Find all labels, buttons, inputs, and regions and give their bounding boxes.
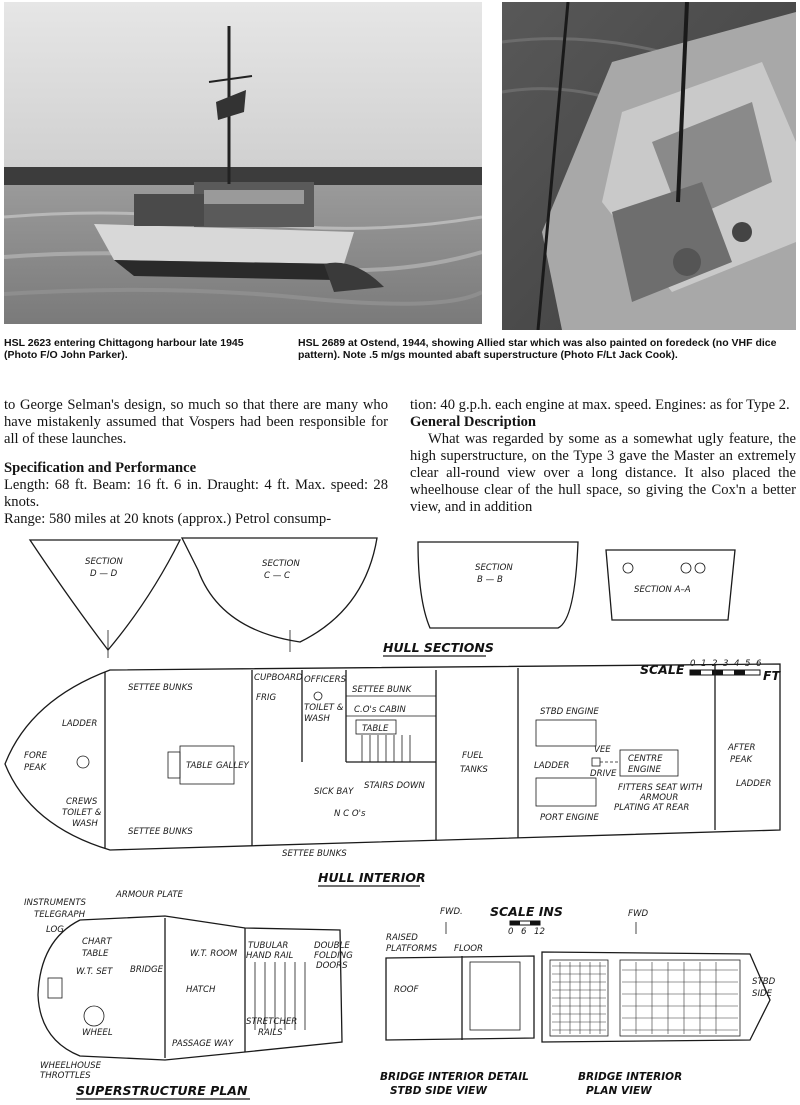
hull-interior-plan	[5, 664, 780, 859]
super-label: CHART	[82, 937, 112, 947]
bridge-detail-title: BRIDGE INTERIOR DETAIL	[380, 1071, 529, 1083]
super-label: INSTRUMENTS	[24, 898, 86, 908]
section-a-a	[606, 550, 735, 620]
body-paragraph: to George Selman's design, so much so that there are many who have mistakenly assumed that Vospers had been responsible for all of these launches.	[4, 397, 388, 447]
hull-label: ARMOUR	[640, 793, 679, 803]
hull-label: LADDER	[534, 761, 570, 771]
hull-label: OFFICERS	[304, 675, 347, 685]
super-label: W.T. ROOM	[190, 949, 238, 959]
super-label: W.T. SET	[76, 967, 113, 977]
super-label: HATCH	[186, 985, 216, 995]
body-paragraph: Range: 580 miles at 20 knots (approx.) Petrol consump-	[4, 511, 332, 527]
bridge-label: ROOF	[394, 985, 419, 995]
section-b-b	[418, 542, 578, 628]
bridge-label: RAISED	[386, 933, 418, 943]
hull-label: DRIVE	[590, 769, 617, 779]
super-label: BRIDGE	[130, 965, 164, 975]
super-label: WHEEL	[82, 1028, 113, 1038]
bridge-scale-label: SCALE INS	[490, 904, 563, 919]
section-label: B — B	[477, 575, 503, 585]
hull-sections-title: HULL SECTIONS	[383, 640, 494, 655]
hull-interior-title: HULL INTERIOR	[318, 870, 426, 885]
hull-label: VEE	[594, 745, 611, 755]
super-label: RAILS	[258, 1028, 283, 1038]
section-d-d	[30, 540, 180, 658]
hull-label: LADDER	[62, 719, 98, 729]
hull-label: FORE	[24, 751, 48, 761]
hull-label: LADDER	[736, 779, 772, 789]
super-label: LOG	[46, 925, 64, 935]
bridge-plan-subtitle: PLAN VIEW	[586, 1085, 652, 1097]
hull-label: CREWS	[66, 797, 98, 807]
hull-label: TABLE	[362, 724, 389, 734]
scale-tick: 3	[723, 659, 729, 669]
bridge-plan-title: BRIDGE INTERIOR	[578, 1071, 683, 1083]
scale-tick: 2	[712, 659, 718, 669]
hull-label: STAIRS DOWN	[364, 781, 425, 791]
scale-tick: 1	[701, 659, 707, 669]
photo-caption-right: HSL 2689 at Ostend, 1944, showing Allied star which was also painted on foredeck (no VHF dice pattern). Note .5 m/gs mounted abaft superstructure (Photo F/Lt Jack Cook).	[298, 337, 777, 361]
body-paragraph: tion: 40 g.p.h. each engine at max. speed. Engines: as for Type 2.	[410, 397, 790, 413]
hull-label: PORT ENGINE	[540, 813, 599, 823]
super-label: DOORS	[316, 961, 348, 971]
section-heading-description: General Description	[410, 414, 537, 430]
hull-label: FUEL	[462, 751, 484, 761]
body-paragraph: Length: 68 ft. Beam: 16 ft. 6 in. Draught: 4 ft. Max. speed: 28 knots.	[4, 477, 388, 510]
hull-label: C.O's CABIN	[354, 705, 406, 715]
hull-label: N C O's	[334, 809, 366, 819]
section-heading-specification: Specification and Performance	[4, 460, 197, 476]
superstructure-plan-title: SUPERSTRUCTURE PLAN	[76, 1083, 248, 1098]
hull-label: ENGINE	[628, 765, 661, 775]
super-label: ARMOUR PLATE	[116, 890, 183, 900]
scale-tick: 4	[734, 659, 740, 669]
technical-drawings	[0, 530, 800, 1105]
hull-label: PLATING AT REAR	[614, 803, 690, 813]
super-label: WHEELHOUSE	[40, 1061, 102, 1071]
hull-label: SICK BAY	[314, 787, 354, 797]
super-label: TABLE	[82, 949, 109, 959]
section-c-c	[182, 538, 377, 652]
super-label: FOLDING	[314, 951, 353, 961]
scale-tick: 6	[756, 659, 762, 669]
scale-unit: FT	[763, 668, 781, 683]
bridge-label: SIDE	[752, 989, 773, 999]
bridge-interior-drawings	[386, 904, 776, 1042]
bridge-label: FWD	[628, 909, 649, 919]
section-label: SECTION	[85, 557, 123, 567]
bridge-label: FLOOR	[454, 944, 483, 954]
hull-label: FRIG	[256, 693, 277, 703]
superstructure-plan	[24, 890, 353, 1081]
bridge-label: PLATFORMS	[386, 944, 438, 954]
hull-label: TANKS	[460, 765, 488, 775]
text-column-left	[4, 397, 388, 528]
section-label: SECTION	[262, 559, 300, 569]
hull-label: AFTER	[728, 743, 756, 753]
bridge-scale-tick: 12	[534, 927, 545, 937]
hull-label: TABLE	[186, 761, 213, 771]
scale-label: SCALE	[640, 662, 685, 677]
hull-label: SETTEE BUNKS	[282, 849, 347, 859]
hull-label: FITTERS SEAT WITH	[618, 783, 703, 793]
hull-label: WASH	[72, 819, 98, 829]
section-label: D — D	[90, 569, 118, 579]
super-label: STRETCHER	[246, 1017, 298, 1027]
hull-label: SETTEE BUNKS	[128, 827, 193, 837]
bridge-detail-subtitle: STBD SIDE VIEW	[390, 1085, 487, 1097]
super-label: HAND RAIL	[246, 951, 294, 961]
bridge-label: FWD.	[440, 907, 463, 917]
hull-label: PEAK	[24, 763, 47, 773]
hull-label: PEAK	[730, 755, 753, 765]
section-label: SECTION A–A	[634, 585, 691, 595]
hull-label: TOILET &	[304, 703, 344, 713]
scale-tick: 0	[690, 659, 696, 669]
bridge-scale-tick: 6	[521, 927, 527, 937]
bridge-scale-tick: 0	[508, 927, 514, 937]
photo-caption-left: HSL 2623 entering Chittagong harbour late 1945 (Photo F/O John Parker).	[4, 337, 244, 361]
hull-label: GALLEY	[216, 761, 249, 771]
bridge-label: STBD	[752, 977, 776, 987]
section-label: SECTION	[475, 563, 513, 573]
section-label: C — C	[264, 571, 291, 581]
super-label: TUBULAR	[248, 941, 289, 951]
photo-hsl-2689	[502, 2, 796, 330]
hull-label: SETTEE BUNK	[352, 685, 412, 695]
text-column-right	[410, 397, 796, 516]
body-paragraph: What was regarded by some as a somewhat ugly feature, the high superstructure, on the Type 3 gave the Master an extremely clear all-round view over a long distance. It also placed the wheelhouse clear of the hull space, so giving the Cox'n a better view, and in addition	[410, 431, 796, 515]
hull-label: TOILET &	[62, 808, 102, 818]
hull-label: STBD ENGINE	[540, 707, 599, 717]
scale-tick: 5	[745, 659, 751, 669]
hull-label: WASH	[304, 714, 330, 724]
photo-hsl-2623	[4, 2, 482, 324]
super-label: TELEGRAPH	[34, 910, 86, 920]
hull-label: CENTRE	[628, 754, 663, 764]
hull-label: CUPBOARD	[254, 673, 303, 683]
super-label: THROTTLES	[40, 1071, 91, 1081]
super-label: DOUBLE	[314, 941, 350, 951]
super-label: PASSAGE WAY	[172, 1039, 234, 1049]
scale-bar-feet	[640, 659, 782, 683]
hull-label: SETTEE BUNKS	[128, 683, 193, 693]
